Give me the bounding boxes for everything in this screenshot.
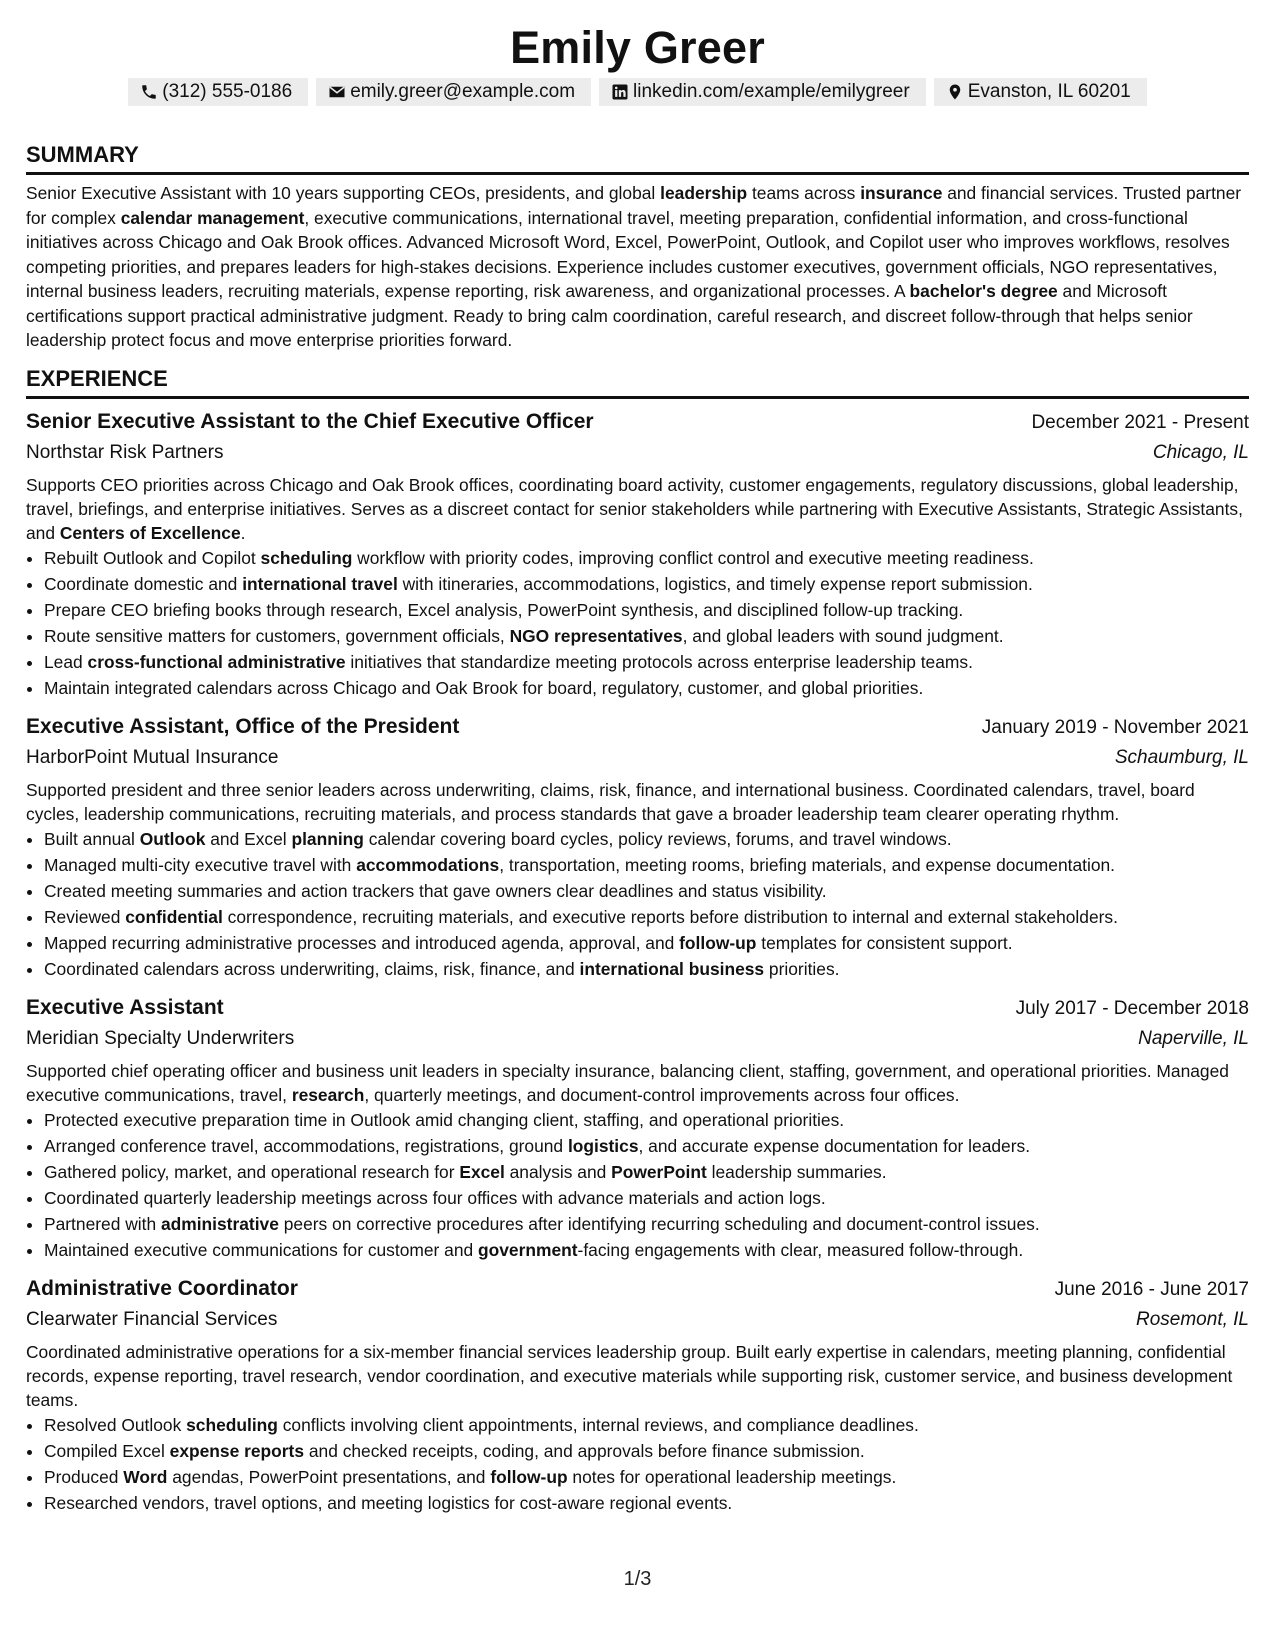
- resume-page: [26, 20, 1249, 1516]
- job-bullet: • Arranged conference travel, accommodations, registrations, ground logistics, and accurate expense documentation for leaders.: [44, 1133, 1249, 1159]
- job-description: Supported chief operating officer and business unit leaders in specialty insurance, balancing client, staffing, government, and operational priorities. Managed executive communications, travel, research, quarterly meetings, and document-control improvements across four offices.: [26, 1060, 1229, 1105]
- contact-phone[interactable]: [128, 78, 308, 106]
- job-bullet: • Rebuilt Outlook and Copilot scheduling workflow with priority codes, improving conflict control and executive meeting readiness.: [44, 545, 1249, 571]
- job-company-row: [26, 1305, 1249, 1335]
- map-pin-icon: [946, 83, 964, 101]
- page-number: 1/3: [623, 1568, 652, 1590]
- job-description: Supported president and three senior leaders across underwriting, claims, risk, finance, and international business. Coordinated calendars, travel, board cycles, leadership communications, recruiting materials, and process standards that gave a broader leadership team clearer operating rhythm.: [26, 779, 1195, 824]
- job-list: [26, 407, 1249, 1516]
- phone-icon: [140, 83, 158, 101]
- job-bullet: • Coordinated quarterly leadership meetings across four offices with advance materials and action logs.: [44, 1185, 1249, 1211]
- contact-bar: [26, 78, 1249, 106]
- job-bullet: • Researched vendors, travel options, and meeting logistics for cost-aware regional events.: [44, 1490, 1249, 1516]
- job-bullet: • Resolved Outlook scheduling conflicts involving client appointments, internal reviews, and compliance deadlines.: [44, 1412, 1249, 1438]
- job-company-row: [26, 743, 1249, 773]
- job-bullet: • Protected executive preparation time in Outlook amid changing client, staffing, and operational priorities.: [44, 1107, 1249, 1133]
- job-bullet: • Coordinated calendars across underwriting, claims, risk, finance, and international business priorities.: [44, 956, 1249, 982]
- experience-heading: EXPERIENCE: [26, 366, 1249, 399]
- job-bullets: [26, 826, 1249, 982]
- job-entry: [26, 1274, 1249, 1516]
- job-bullet: • Route sensitive matters for customers, government officials, NGO representatives, and global leaders with sound judgment.: [44, 623, 1249, 649]
- job-bullet: • Reviewed confidential correspondence, recruiting materials, and executive reports before distribution to internal and external stakeholders.: [44, 904, 1249, 930]
- job-bullet: • Coordinate domestic and international travel with itineraries, accommodations, logistics, and timely expense report submission.: [44, 571, 1249, 597]
- contact-location: [934, 78, 1147, 106]
- job-location: Chicago, IL: [1152, 441, 1249, 463]
- job-location: Naperville, IL: [1138, 1027, 1249, 1049]
- experience-section: [26, 366, 1249, 1516]
- job-company: Clearwater Financial Services: [26, 1308, 278, 1330]
- job-bullet: • Managed multi-city executive travel with accommodations, transportation, meeting rooms, briefing materials, and expense documentation.: [44, 852, 1249, 878]
- linkedin-icon: [611, 83, 629, 101]
- job-bullet: • Compiled Excel expense reports and checked receipts, coding, and approvals before finance submission.: [44, 1438, 1249, 1464]
- job-bullet: • Lead cross-functional administrative initiatives that standardize meeting protocols across enterprise leadership teams.: [44, 649, 1249, 675]
- job-company: Meridian Specialty Underwriters: [26, 1027, 295, 1049]
- job-bullet: • Maintain integrated calendars across Chicago and Oak Brook for board, regulatory, customer, and global priorities.: [44, 675, 1249, 701]
- candidate-name: Emily Greer: [510, 22, 765, 73]
- contact-linkedin[interactable]: [599, 78, 926, 106]
- job-title: Administrative Coordinator: [26, 1276, 298, 1300]
- job-dates: December 2021 - Present: [1031, 411, 1249, 433]
- job-dates: July 2017 - December 2018: [1015, 997, 1249, 1019]
- envelope-icon: [328, 83, 346, 101]
- summary-section: [26, 142, 1249, 353]
- job-bullet: • Gathered policy, market, and operational research for Excel analysis and PowerPoint leadership summaries.: [44, 1159, 1249, 1185]
- job-dates: January 2019 - November 2021: [981, 716, 1249, 738]
- job-bullet: • Maintained executive communications for customer and government-facing engagements with clear, measured follow-through.: [44, 1237, 1249, 1263]
- job-dates: June 2016 - June 2017: [1054, 1278, 1249, 1300]
- job-entry: [26, 407, 1249, 701]
- job-bullets: [26, 1107, 1249, 1263]
- job-company-row: [26, 1024, 1249, 1054]
- job-bullets: [26, 1412, 1249, 1516]
- job-entry: [26, 712, 1249, 982]
- job-company: HarborPoint Mutual Insurance: [26, 746, 279, 768]
- job-description: Supports CEO priorities across Chicago and Oak Brook offices, coordinating board activity, customer engagements, regulatory discussions, global leadership, travel, briefings, and enterprise initiatives. Serves as a discreet contact for senior stakeholders while partnering with Executive Assistants, Strategic Assistants, and Centers of Excellence.: [26, 474, 1243, 543]
- contact-linkedin-text: linkedin.com/example/emilygreer: [633, 81, 910, 102]
- job-title: Senior Executive Assistant to the Chief Executive Officer: [26, 409, 594, 433]
- job-bullet: • Built annual Outlook and Excel planning calendar covering board cycles, policy reviews, forums, and travel windows.: [44, 826, 1249, 852]
- job-bullet: • Partnered with administrative peers on corrective procedures after identifying recurring scheduling and document-control issues.: [44, 1211, 1249, 1237]
- contact-location-text: Evanston, IL 60201: [967, 81, 1131, 102]
- job-bullet: • Produced Word agendas, PowerPoint presentations, and follow-up notes for operational leadership meetings.: [44, 1464, 1249, 1490]
- contact-email[interactable]: [316, 78, 591, 106]
- job-title-row: [26, 1274, 1249, 1305]
- summary-text: Senior Executive Assistant with 10 years supporting CEOs, presidents, and global leadership teams across insurance and financial services. Trusted partner for complex calendar management, executive communications, international travel, meeting preparation, confidential information, and cross-functional initiatives across Chicago and Oak Brook offices. Advanced Microsoft Word, Excel, PowerPoint, Outlook, and Copilot user who improves workflows, resolves competing priorities, and prepares leaders for high-stakes decisions. Experience includes customer executives, government officials, NGO representatives, internal business leaders, recruiting materials, expense reporting, risk awareness, and organizational processes. A bachelor's degree and Microsoft certifications support practical administrative judgment. Ready to bring calm coordination, careful research, and discreet follow-through that helps senior leadership protect focus and move enterprise priorities forward.: [26, 183, 1242, 350]
- job-company: Northstar Risk Partners: [26, 441, 224, 463]
- job-description: Coordinated administrative operations for a six-member financial services leadership group. Built early expertise in calendars, meeting planning, confidential records, expense reporting, travel research, vendor coordination, and executive materials while supporting risk, customer service, and business development teams.: [26, 1341, 1233, 1410]
- job-bullet: • Created meeting summaries and action trackers that gave owners clear deadlines and status visibility.: [44, 878, 1249, 904]
- job-bullet: • Mapped recurring administrative processes and introduced agenda, approval, and follow-up templates for consistent support.: [44, 930, 1249, 956]
- job-title-row: [26, 712, 1249, 743]
- job-title-row: [26, 407, 1249, 438]
- job-title-row: [26, 993, 1249, 1024]
- contact-email-text: emily.greer@example.com: [350, 81, 576, 102]
- job-title: Executive Assistant, Office of the President: [26, 714, 460, 738]
- summary-heading: SUMMARY: [26, 142, 1249, 175]
- job-bullet: • Prepare CEO briefing books through research, Excel analysis, PowerPoint synthesis, and disciplined follow-up tracking.: [44, 597, 1249, 623]
- job-location: Schaumburg, IL: [1114, 746, 1249, 768]
- contact-phone-text: (312) 555-0186: [162, 81, 293, 102]
- job-location: Rosemont, IL: [1136, 1308, 1249, 1330]
- job-bullets: [26, 545, 1249, 701]
- job-company-row: [26, 438, 1249, 468]
- job-title: Executive Assistant: [26, 995, 224, 1019]
- job-entry: [26, 993, 1249, 1263]
